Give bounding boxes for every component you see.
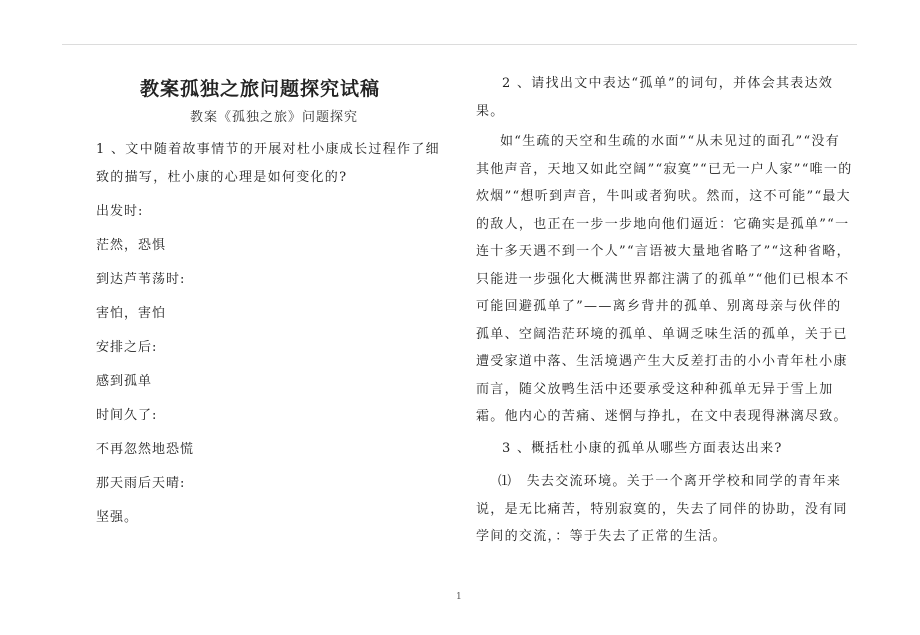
stage-after-rain: 那天雨后天晴: [96, 476, 186, 491]
stage-later: 时间久了: [96, 408, 158, 423]
answer-3: ⑴ 失去交流环境。关于一个离开学校和同学的青年来说，是无比痛苦，特别寂寞的，失去了同伴的协助，没有同学间的交流，：等于失去了正常的生活。 [476, 474, 848, 544]
page-number: 1 [456, 592, 462, 602]
stage-later-feeling: 不再忽然地恐慌 [96, 442, 195, 457]
stage-settled-feeling: 感到孤单 [96, 374, 153, 389]
document-title: 教案孤独之旅问题探究试稿 [140, 78, 381, 100]
stage-departure: 出发时: [96, 204, 144, 219]
stage-after-rain-feeling: 坚强。 [96, 510, 139, 525]
stage-settled: 安排之后: [96, 340, 158, 355]
stage-arrival: 到达芦苇荡时: [96, 272, 186, 287]
header-rule [62, 44, 857, 45]
question-1: 1 、文中随着故事情节的开展对杜小康成长过程作了细致的描写，杜小康的心理是如何变化的? [96, 142, 440, 185]
answer-2: 如“生疏的天空和生疏的水面”“从未见过的面孔”“没有其他声音，天地又如此空阔”“寂寞”“已无一户人家”“唯一的炊烟”“想听到声音，牛叫或者狗吠。然而，这不可能”“最大的敌人，也正在一步一步地向他们逼近：它确实是孤单”“一连十多天遇不到一个人”“言语被大量地省略了”“这种省略，只能进一步强化大概满世界都注满了的孤单”“他们已根本不可能回避孤单了”——离乡背井的孤单、别离母亲与伙伴的孤单、空阔浩茫环境的孤单、单调乏味生活的孤单，关于已遭受家道中落、生活境遇产生大反差打击的小小青年杜小康而言，随父放鸭生活中还要承受这种种孤单无异于雪上加霜。他内心的苦痛、迷惘与挣扎，在文中表现得淋漓尽致。 [476, 134, 853, 424]
document-subtitle: 教案《孤独之旅》问题探究 [190, 110, 359, 125]
stage-arrival-feeling: 害怕，害怕 [96, 306, 167, 321]
question-3: 3 、概括杜小康的孤单从哪些方面表达出来? [502, 441, 783, 456]
question-2: 2 、请找出文中表达“孤单”的词句，并体会其表达效果。 [476, 76, 834, 119]
stage-departure-feeling: 茫然，恐惧 [96, 238, 167, 253]
